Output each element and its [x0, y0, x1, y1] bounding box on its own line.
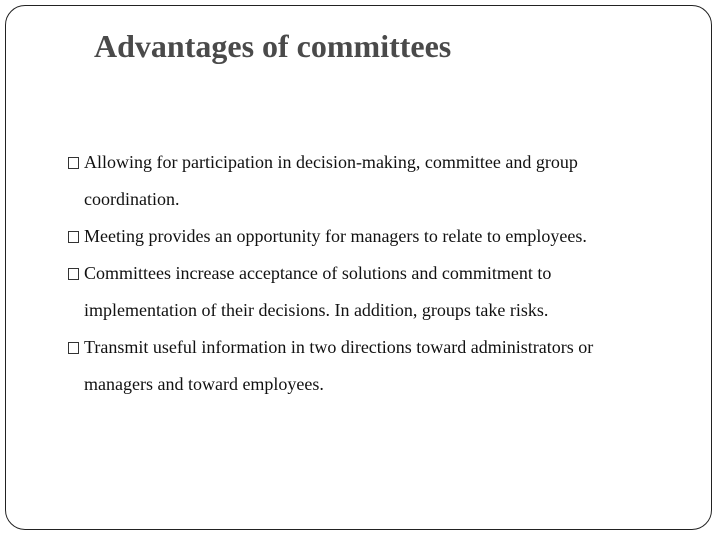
bullet-item — [68, 329, 668, 403]
bullet-text-line: Allowing for participation in decision-making, committee and group — [84, 152, 578, 172]
slide-title: Advantages of committees — [94, 28, 452, 64]
bullet-text-line: Meeting provides an opportunity for managers to relate to employees. — [84, 226, 587, 246]
bullet-text-line: Committees increase acceptance of solutions and commitment to — [84, 263, 552, 283]
square-bullet-icon — [68, 231, 79, 243]
square-bullet-icon — [68, 157, 79, 169]
bullet-item — [68, 144, 668, 218]
bullet-text-line: implementation of their decisions. In addition, groups take risks. — [84, 300, 549, 320]
square-bullet-icon — [68, 268, 79, 280]
bullet-list — [68, 144, 668, 403]
bullet-item — [68, 218, 668, 255]
square-bullet-icon — [68, 342, 79, 354]
slide-frame — [5, 5, 712, 530]
bullet-text-line: managers and toward employees. — [84, 374, 324, 394]
bullet-text-line: Transmit useful information in two directions toward administrators or — [84, 337, 594, 357]
bullet-text-line: coordination. — [84, 189, 180, 209]
bullet-item — [68, 255, 668, 329]
